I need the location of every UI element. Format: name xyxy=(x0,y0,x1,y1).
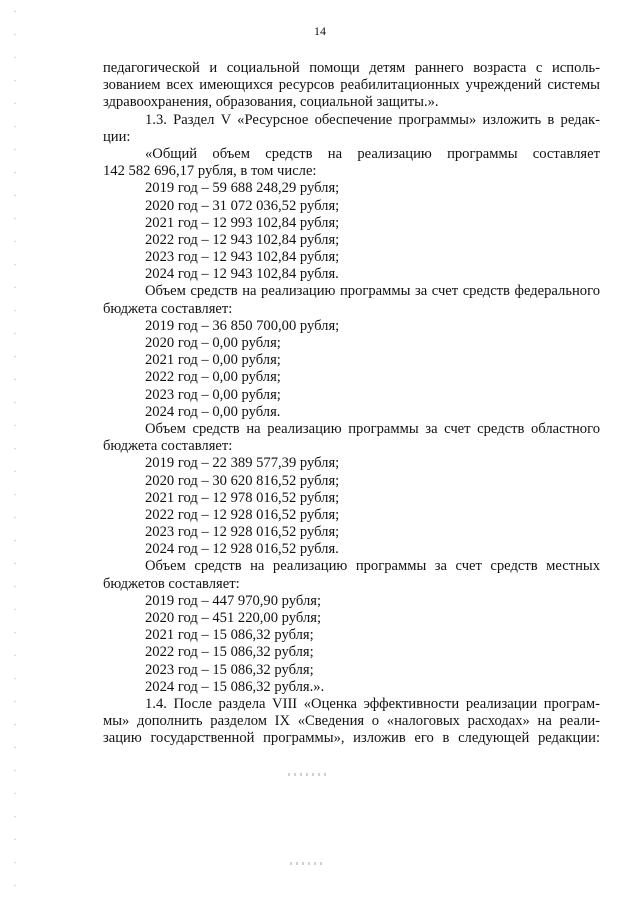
text-line: 2023 год – 15 086,32 рубля; xyxy=(145,661,314,678)
text-line: 2024 год – 15 086,32 рубля.». xyxy=(145,678,325,695)
scan-smudge xyxy=(288,773,328,776)
text-line: 2020 год – 0,00 рубля; xyxy=(145,335,281,351)
text-line: бюджета составляет: xyxy=(103,438,233,455)
scan-margin-artifact xyxy=(12,0,18,905)
text-line: 2024 год – 12 943 102,84 рубля. xyxy=(145,266,339,283)
text-line: 2022 год – 12 943 102,84 рубля; xyxy=(145,231,340,248)
text-line: 2021 год – 15 086,32 рубля; xyxy=(145,627,314,644)
text-line: Объем средств на реализацию программы за счет средств федерального xyxy=(145,283,600,300)
text-line: 2020 год – 31 072 036,52 рубля; xyxy=(145,197,340,214)
text-line: 2023 год – 0,00 рубля; xyxy=(145,386,281,403)
text-line: 2019 год – 22 389 577,39 рубля; xyxy=(145,455,340,472)
text-line: 1.4. После раздела VIII «Оценка эффективности реализации програм- xyxy=(145,695,600,712)
text-line: 1.3. Раздел V «Ресурсное обеспечение программы» изложить в редак- xyxy=(145,111,600,128)
scan-smudge xyxy=(290,862,326,865)
text-line: 2022 год – 0,00 рубля; xyxy=(145,369,281,386)
text-line: бюджета составляет: xyxy=(103,300,233,317)
text-line: 2019 год – 36 850 700,00 рубля; xyxy=(145,317,340,334)
text-line: 2020 год – 30 620 816,52 рубля; xyxy=(145,472,340,489)
text-line: 2024 год – 12 928 016,52 рубля. xyxy=(145,541,339,558)
text-line: бюджетов составляет: xyxy=(103,575,240,592)
text-line: зацию государственной программы», изложив его в следующей редакции: xyxy=(103,730,600,747)
text-line: 2022 год – 15 086,32 рубля; xyxy=(145,644,314,661)
document-body xyxy=(103,60,600,748)
text-line: педагогической и социальной помощи детям раннего возраста с исполь- xyxy=(103,60,600,76)
text-line: 2019 год – 59 688 248,29 рубля; xyxy=(145,180,340,197)
text-line: здравоохранения, образования, социальной защиты.». xyxy=(103,94,439,111)
text-line: 142 582 696,17 рубля, в том числе: xyxy=(103,163,317,180)
text-line: 2022 год – 12 928 016,52 рубля; xyxy=(145,506,340,523)
text-line: 2023 год – 12 943 102,84 рубля; xyxy=(145,249,340,266)
text-line: Объем средств на реализацию программы за счет средств местных xyxy=(145,558,600,575)
text-line: 2019 год – 447 970,90 рубля; xyxy=(145,592,321,609)
text-line: Объем средств на реализацию программы за счет средств областного xyxy=(145,420,600,437)
text-line: 2023 год – 12 928 016,52 рубля; xyxy=(145,524,340,541)
text-line: 2021 год – 12 993 102,84 рубля; xyxy=(145,214,340,231)
text-line: 2021 год – 0,00 рубля; xyxy=(145,352,281,369)
text-line: 2021 год – 12 978 016,52 рубля; xyxy=(145,489,340,506)
text-line: «Общий объем средств на реализацию программы составляет xyxy=(145,145,600,162)
text-line: зованием всех имеющихся ресурсов реабилитационных учреждений системы xyxy=(103,77,600,94)
text-line: мы» дополнить разделом IX «Сведения о «налоговых расходах» на реали- xyxy=(103,713,600,730)
page-number: 14 xyxy=(314,24,326,38)
text-line: 2024 год – 0,00 рубля. xyxy=(145,403,281,420)
text-line: ции: xyxy=(103,128,131,145)
text-line: 2020 год – 451 220,00 рубля; xyxy=(145,610,321,626)
